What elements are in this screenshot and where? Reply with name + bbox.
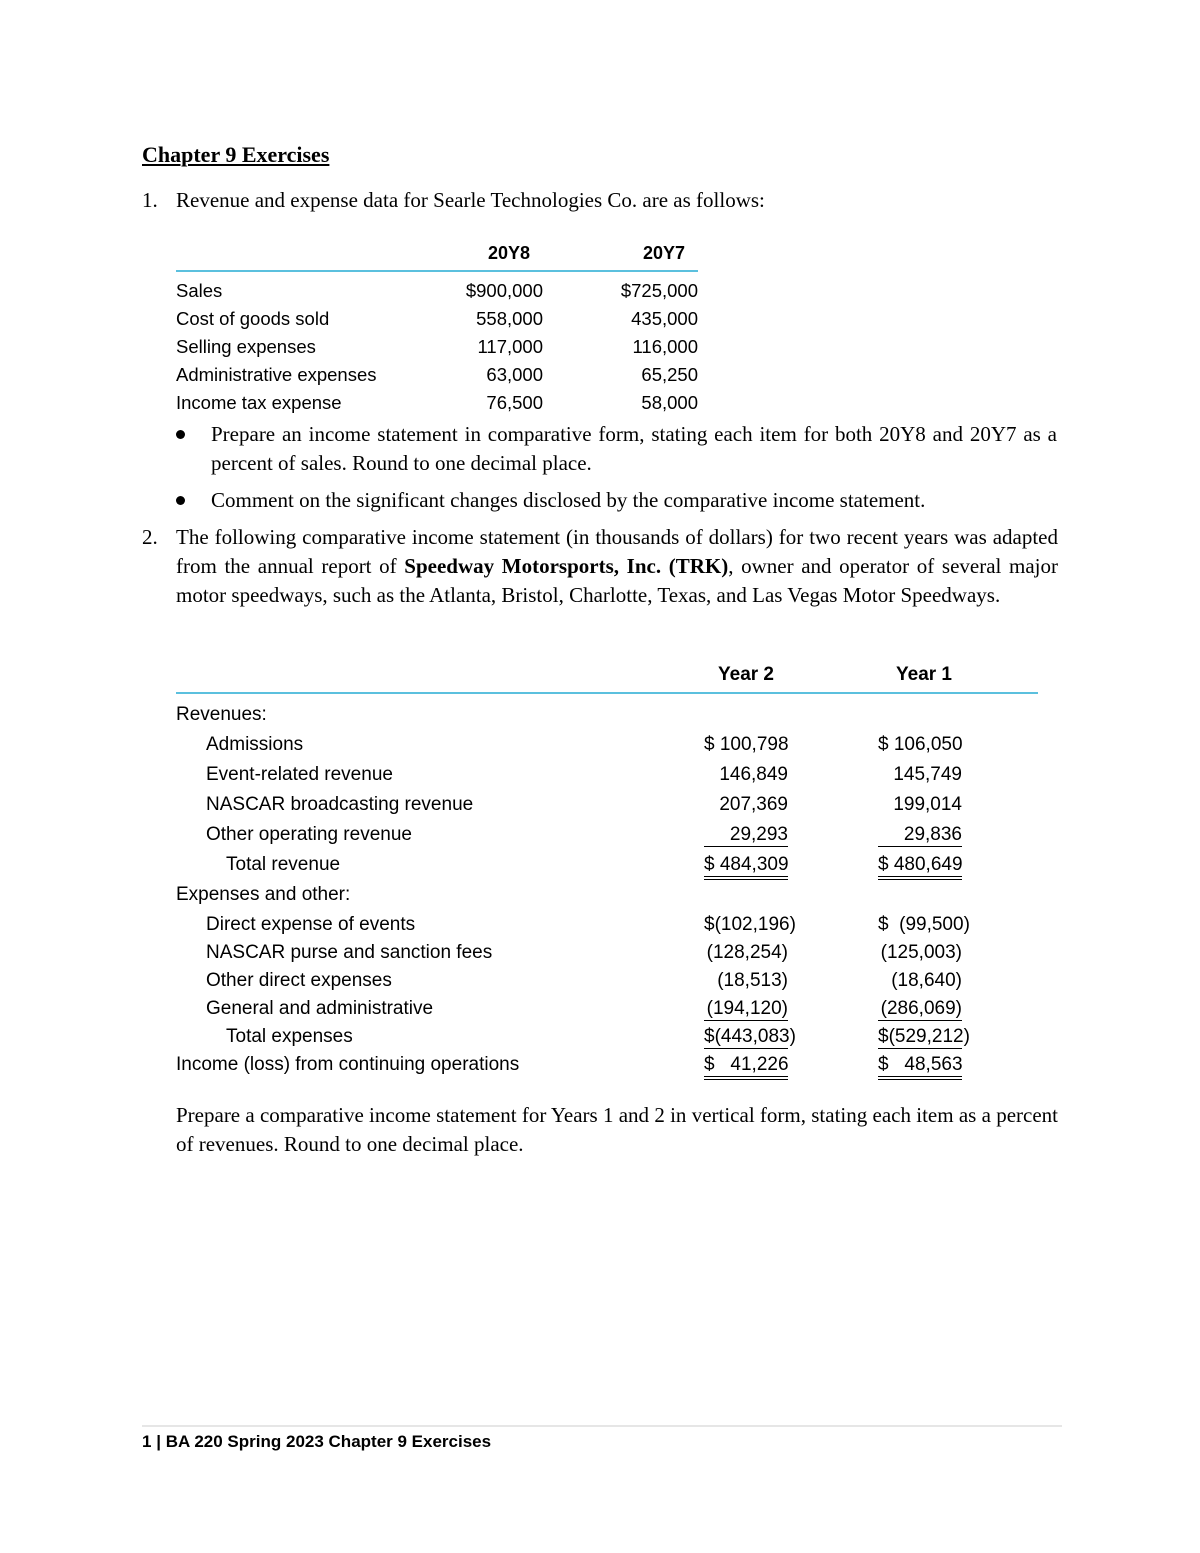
row-label: Other operating revenue: [206, 824, 412, 845]
row-label: General and administrative: [206, 998, 434, 1019]
row-label: Income (loss) from continuing operations: [176, 1054, 520, 1075]
row-label: Sales: [176, 280, 223, 301]
q1-bullet-1: Prepare an income statement in comparative form, stating each item for both 20Y8 and 20Y7 as a percent of sales. Round to one decimal place.: [211, 422, 1057, 475]
row-value-year2: $ 484,309: [704, 854, 788, 880]
row-value-20y8: 76,500: [486, 392, 543, 413]
table-row-total: [176, 1026, 1038, 1054]
table-row: [176, 704, 1038, 732]
row-value-20y7: 65,250: [641, 364, 698, 385]
row-value-year1: $ 480,649: [878, 854, 962, 880]
q2-header-rule: [176, 692, 1038, 694]
row-value-20y7: 58,000: [641, 392, 698, 413]
footer-course: BA 220 Spring 2023 Chapter 9 Exercises: [165, 1432, 492, 1451]
q1-bullet-2: Comment on the significant changes disclosed by the comparative income statement.: [211, 488, 926, 512]
table-row: [176, 392, 698, 420]
row-value-year2: 207,369: [719, 794, 788, 815]
row-value-year1: $ (99,500): [878, 914, 970, 935]
q2-intro-text-end: , owner and operator of several major motor speedways, such as the Atlanta, Bristol, Charlotte, Texas, and Las Vegas Motor Speedways.: [176, 554, 1058, 607]
row-label: Direct expense of events: [206, 914, 416, 935]
row-value-20y7: 435,000: [631, 308, 698, 329]
q1-col-header-2: 20Y7: [642, 243, 685, 263]
row-value-20y8: 558,000: [476, 308, 543, 329]
footer-rule: [142, 1425, 1062, 1427]
row-value-year2: (128,254): [706, 942, 788, 963]
table-row: [176, 884, 1038, 912]
row-value-year2: $ 100,798: [704, 734, 789, 755]
table-row: [176, 336, 698, 364]
page-footer: [142, 1432, 491, 1452]
table-row: [176, 970, 1038, 998]
q2-company-name: Speedway Motorsports, Inc. (TRK): [404, 554, 729, 578]
q1-col-header-1: 20Y8: [487, 243, 530, 263]
row-label: Admissions: [206, 734, 304, 755]
row-value-20y8: 117,000: [477, 336, 543, 357]
row-value-year2: $(102,196): [704, 914, 796, 935]
row-label: Income tax expense: [176, 392, 342, 413]
q1-number: 1.: [142, 188, 158, 212]
row-label: Other direct expenses: [206, 970, 392, 991]
table-row-total: [176, 854, 1038, 882]
table-row: [176, 734, 1038, 762]
table-row: [176, 914, 1038, 942]
row-value-year1: 29,836: [878, 824, 962, 847]
table-row: [176, 794, 1038, 822]
table-row: [176, 280, 698, 308]
q2-col-header-2: Year 1: [896, 664, 952, 685]
table-row: [176, 764, 1038, 792]
row-label: Selling expenses: [176, 336, 316, 357]
page-title: Chapter 9 Exercises: [142, 142, 330, 167]
q2-intro: [176, 523, 1058, 610]
row-label: Administrative expenses: [176, 364, 377, 385]
row-value-20y7: 116,000: [632, 336, 698, 357]
row-value-year1: $(529,212): [878, 1026, 970, 1047]
table-row: [176, 998, 1038, 1026]
row-value-year2: $(443,083): [704, 1026, 796, 1047]
table-row-net: [176, 1054, 1038, 1082]
row-value-year2: 29,293: [704, 824, 788, 847]
bullet-icon: [176, 496, 185, 505]
row-value-year1: 145,749: [893, 764, 962, 785]
row-label: NASCAR purse and sanction fees: [206, 942, 493, 963]
row-value-year1: (18,640): [891, 970, 962, 991]
table-row: [176, 942, 1038, 970]
table-row: [176, 824, 1038, 852]
section-label: Expenses and other:: [176, 884, 351, 905]
row-value-20y8: $900,000: [465, 280, 543, 301]
row-value-20y7: $725,000: [620, 280, 698, 301]
page-number: 1: [142, 1432, 152, 1451]
row-value-year1: $ 106,050: [878, 734, 963, 755]
row-label: Total revenue: [226, 854, 341, 875]
section-label: Revenues:: [176, 704, 267, 725]
row-label: Total expenses: [226, 1026, 353, 1047]
table-row: [176, 308, 698, 336]
footer-separator: |: [156, 1432, 161, 1451]
row-label: NASCAR broadcasting revenue: [206, 794, 474, 815]
row-value-20y8: 63,000: [486, 364, 543, 385]
row-value-year2: (194,120): [704, 998, 788, 1021]
q2-intro-text: The following comparative income statement (in thousands of dollars) for two recent years was adapted from the annual report of: [176, 525, 1058, 578]
row-label: Event-related revenue: [206, 764, 393, 785]
q2-instruction: Prepare a comparative income statement for Years 1 and 2 in vertical form, stating each item as a percent of revenues. Round to one decimal place.: [176, 1103, 1058, 1156]
q2-number: 2.: [142, 525, 158, 549]
row-value-year1: 199,014: [893, 794, 962, 815]
row-value-year1: (286,069): [878, 998, 962, 1021]
row-value-year1: (125,003): [880, 942, 962, 963]
row-value-year2: $ 41,226: [704, 1054, 788, 1080]
q2-col-header-1: Year 2: [718, 664, 774, 685]
table-row: [176, 364, 698, 392]
q1-intro: Revenue and expense data for Searle Technologies Co. are as follows:: [176, 188, 765, 212]
row-value-year2: (18,513): [717, 970, 788, 991]
row-value-year1: $ 48,563: [878, 1054, 962, 1080]
row-label: Cost of goods sold: [176, 308, 330, 329]
bullet-icon: [176, 430, 185, 439]
row-value-year2: 146,849: [719, 764, 788, 785]
q1-header-rule: [176, 270, 698, 272]
